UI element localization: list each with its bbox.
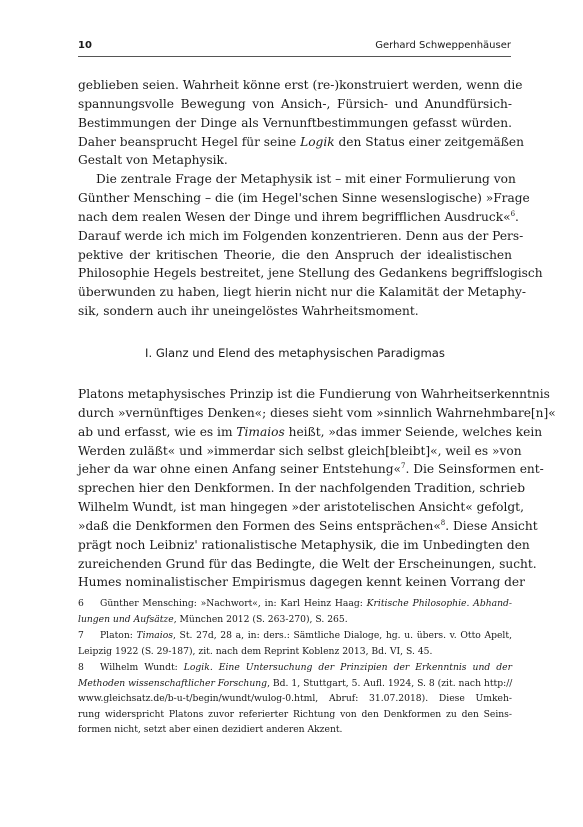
text-line: überwunden zu haben, liegt hierin nicht nur die Kalamität der Metaphy- [78, 285, 526, 300]
text-line: Philosophie Hegels bestreitet, jene Stellung des Gedankens begriffslogisch [78, 266, 543, 281]
text-line [78, 517, 538, 536]
text-run: , St. 27d, 28 a, in: ders.: Sämtliche Dialoge, hg. u. übers. v. Otto Apelt, [172, 630, 512, 641]
text-run: . Die Seinsformen ent- [405, 462, 544, 477]
italic-title: Logik [300, 134, 335, 149]
text-line: zureichenden Grund für das Bedingte, die Welt der Erscheinungen, sucht. [78, 556, 537, 571]
text-line: Die zentrale Frage der Metaphysik ist – mit einer Formulierung von [96, 172, 516, 187]
text-line: Humes nominalistischer Empirismus dagegen kennt keinen Vorrang der [78, 575, 525, 590]
paragraph-1 [78, 76, 524, 170]
text-run: ab und erfasst, wie es im [78, 424, 237, 439]
header-rule [78, 56, 511, 57]
footnote-line [78, 628, 512, 644]
italic-title: lungen und Aufsätze [78, 613, 174, 625]
italic-title: Timaios [136, 630, 173, 641]
footnote-ref-6[interactable]: 6 [510, 209, 516, 218]
text-line: Werden zuläßt« und »immerdar sich selbst gleich[bleibt]«, weil es »von [78, 443, 522, 458]
running-head: Gerhard Schweppenhäuser [375, 40, 511, 51]
footnote-line [78, 660, 512, 676]
text-run: nach dem realen Wesen der Dinge und ihrem begrifflichen Ausdruck« [78, 209, 511, 224]
text-line [78, 460, 544, 479]
text-line: durch »vernünftiges Denken«; dieses sieht vom »sinnlich Wahrnehmbare[n]« [78, 405, 556, 420]
text-run: den Status einer zeitgemäßen [334, 134, 524, 149]
footnote-line [78, 644, 512, 660]
section-heading: I. Glanz und Elend des metaphysischen Paradigmas [145, 346, 445, 360]
italic-title: Timaios [236, 424, 285, 439]
text-run: . Diese Ansicht [445, 518, 538, 533]
footnote-line [78, 596, 512, 612]
footnote-ref-8[interactable]: 8 [440, 518, 446, 527]
text-run: Platon: [100, 630, 137, 641]
text-run: »daß die Denkformen den Formen des Seins entsprächen« [78, 518, 441, 533]
text-line: Wilhelm Wundt, ist man hingegen »der aristotelischen Ansicht« gefolgt, [78, 500, 524, 515]
text-run: Leipzig 1922 (S. 29-187), zit. nach dem Reprint Koblenz 2013, Bd. VI, S. 45. [78, 645, 433, 657]
text-line: geblieben seien. Wahrheit könne erst (re-)konstruiert werden, wenn die [78, 78, 523, 92]
text-run: heißt, »das immer Seiende, welches kein [284, 424, 543, 439]
footnote-number: 6 [78, 598, 84, 609]
text-line: spannungsvolle Bewegung von Ansich-, Fürsich- und Anundfürsich- [78, 96, 512, 111]
text-run: formen nicht, setzt aber einen dezidiert anderen Akzent. [78, 724, 343, 735]
text-run: , Bd. 1, Stuttgart, 5. Aufl. 1924, S. 8 (zit. nach http:// [267, 677, 513, 689]
footnote-line [78, 707, 512, 723]
text-run: jeher da war ohne einen Anfang seiner Entstehung« [78, 462, 402, 477]
footnote-line [78, 676, 512, 692]
text-run: rung widerspricht Platons zuvor referierter Richtung von den Denkformen zu den Seins- [78, 708, 512, 720]
italic-title: Logik. Eine Untersuchung der Prinzipien der Erkenntnis und der [183, 662, 512, 673]
text-line: Bestimmungen der Dinge als Vernunftbestimmungen gefasst würden. [78, 115, 512, 130]
paragraph-2 [78, 170, 543, 321]
paragraph-3 [78, 385, 556, 592]
text-run: , München 2012 (S. 263-270), S. 265. [173, 613, 348, 625]
page-header [78, 38, 511, 54]
text-run: Daher beansprucht Hegel für seine [78, 134, 301, 149]
text-run: Günther Mensching: »Nachwort«, in: Karl Heinz Haag: [100, 598, 367, 609]
text-line: Platons metaphysisches Prinzip ist die Fundierung von Wahrheitserkenntnis [78, 387, 550, 401]
text-line: Günther Mensching – die (im Hegel'schen Sinne wesenslogische) »Frage [78, 191, 530, 206]
page-number: 10 [78, 40, 92, 51]
footnote-line [78, 691, 512, 707]
text-line: sprechen hier den Denkformen. In der nachfolgenden Tradition, schrieb [78, 481, 526, 496]
text-line: pektive der kritischen Theorie, die den Anspruch der idealistischen [78, 247, 512, 262]
footnote-link[interactable]: www.gleichsatz.de/b-u-t/begin/wundt/wulog-0.html, Abruf: 31.07.2018). Diese Umkeh- [78, 693, 512, 704]
footnote-line [78, 722, 512, 738]
text-line: Gestalt von Metaphysik. [78, 153, 228, 168]
footnote-8 [78, 660, 512, 738]
text-line [78, 133, 524, 152]
footnote-number: 7 [78, 630, 84, 641]
text-line [78, 208, 519, 227]
italic-title: Kritische Philosophie. Abhand- [366, 598, 512, 609]
footnote-number: 8 [78, 662, 84, 673]
footnote-6 [78, 596, 512, 627]
text-line: prägt noch Leibniz' rationalistische Metaphysik, die im Unbedingten den [78, 537, 530, 552]
text-run: . [515, 209, 519, 224]
text-line: Darauf werde ich mich im Folgenden konzentrieren. Denn aus der Pers- [78, 228, 524, 243]
text-line: sik, sondern auch ihr uneingelöstes Wahrheitsmoment. [78, 304, 419, 319]
italic-title: Methoden wissenschaftlicher Forschung [78, 677, 268, 689]
footnotes [78, 596, 512, 739]
footnote-ref-7[interactable]: 7 [401, 462, 406, 471]
footnote-7 [78, 628, 512, 659]
footnote-line [78, 612, 512, 628]
text-line [78, 423, 543, 442]
text-run: Wilhelm Wundt: [100, 662, 184, 673]
